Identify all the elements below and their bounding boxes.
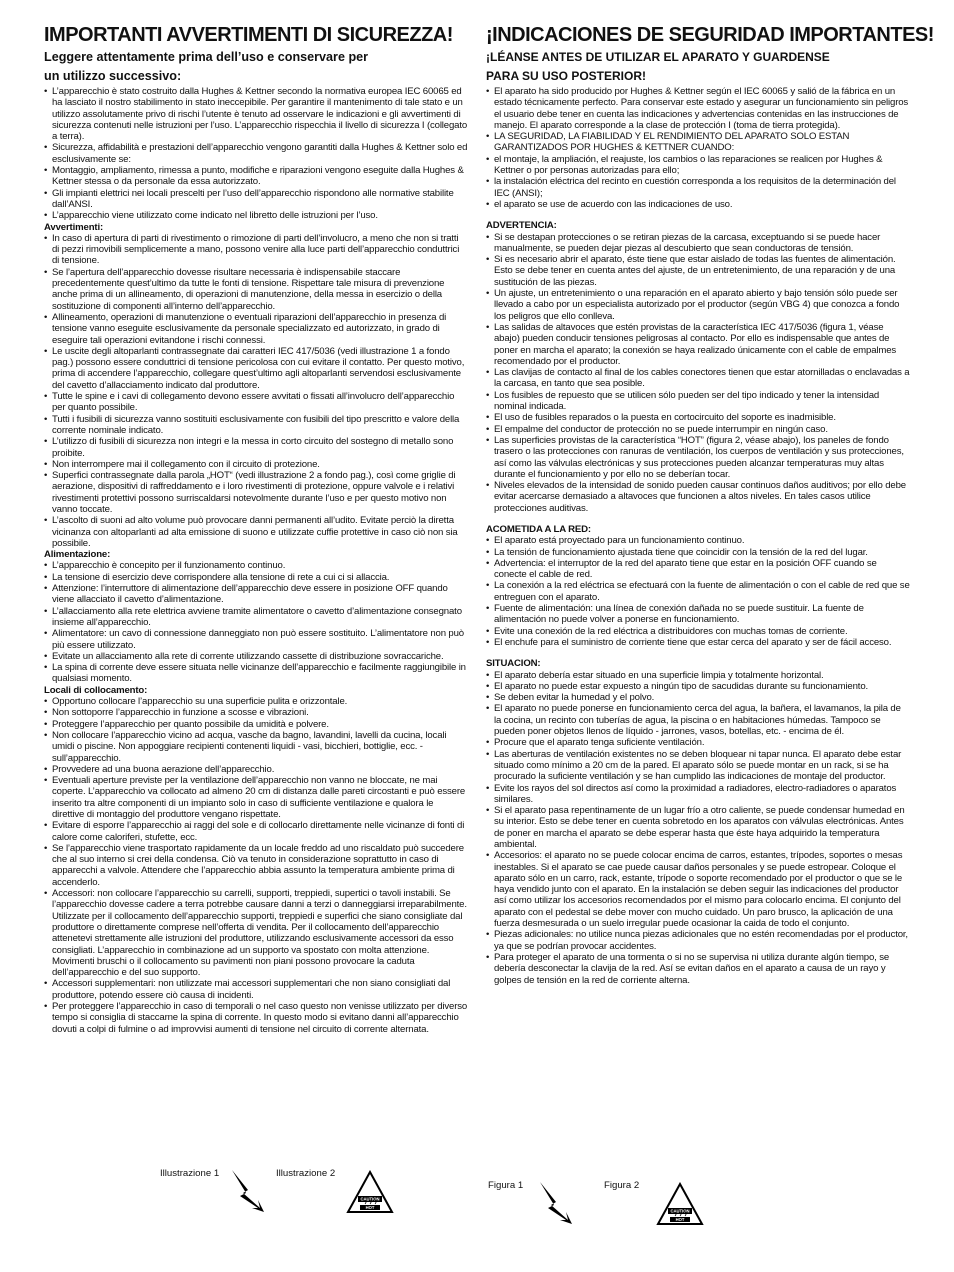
spanish-location-list bbox=[486, 670, 910, 986]
italian-power-list bbox=[44, 560, 468, 684]
list-item: • Sicurezza, affidabilità e prestazioni dell’apparecchio vengono garantiti dalla Hughes & Kettner solo ed esclusivamente se: bbox=[44, 142, 468, 165]
italian-intro-list bbox=[44, 86, 468, 222]
italian-column bbox=[44, 24, 468, 1035]
spanish-location-heading: SITUACION: bbox=[486, 658, 541, 670]
list-item: • el aparato se use de acuerdo con las indicaciones de uso. bbox=[486, 199, 910, 210]
list-item: • Si el aparato pasa repentinamente de un lugar frío a otro caliente, se puede condensar humedad en su interior. Esto se debe tener en cuenta sobretodo en los aparatos con válvulas electrónicas. Antes de poner en marcha el aparato se debe esperar hasta que éste haya adquirido la temperatura ambiental. bbox=[486, 805, 910, 850]
list-item: • Las salidas de altavoces que estén provistas de la característica IEC 417/5036 (figura 1, véase abajo) pueden conducir tensiones peligrosas al contacto. Por ello es indispensable que antes de poner en marcha el aparato; la conexión se haya realizado únicamente con el cable de empalmes recomendado por el productor. bbox=[486, 322, 910, 367]
list-item: • Accesorios: el aparato no se puede colocar encima de carros, estantes, trípodes, soportes o mesas inestables. Si el aparato se cae puede causar daños personales y se puede estropear. Coloque el aparato sólo en un carro, rack, estante, trípode o soporte recomendado por el productor o que se le haya vendido junto con el aparato. En la instalación se deben seguir las indicaciones del productor así como utilizar los accesorios recomendados por el mismo para colocarlo encima. El conjunto del aparato con el pedestal se debe mover con mucho cuidado. Un paro brusco, la aplicación de una fuerza desmesurada o un suelo irregular puede ocasionar la caida de todo el conjunto. bbox=[486, 850, 910, 929]
list-item: • L’apparecchio è concepito per il funzionamento continuo. bbox=[44, 560, 468, 571]
hot-symbol-hot-text: HOT bbox=[365, 1205, 375, 1210]
italian-subtitle-line-2: un utilizzo successivo: bbox=[44, 68, 182, 83]
list-item: • Piezas adicionales: no utilice nunca piezas adicionales que no estén recomendadas por el productor, ya que se podrían provocar accidentes. bbox=[486, 929, 910, 952]
spanish-figure-1-label: Figura 1 bbox=[488, 1180, 524, 1191]
list-item: • el montaje, la ampliación, el reajuste, los cambios o las reparaciones se realicen por Hughes & Kettner o por personas autorizadas para ello; bbox=[486, 154, 910, 177]
list-item: • Superfici contrassegnate dalla parola „HOT“ (vedi illustrazione 2 a fondo pag.), così come griglie di aerazione, dispositivi di raffreddamento e i loro rivestimenti di protezione, oppure valvole e i relativi rivestimenti protettivi possono surriscaldarsi notevolmente durante l’uso e per questo motivo non vanno toccate. bbox=[44, 470, 468, 515]
spanish-figure-2-label: Figura 2 bbox=[604, 1180, 640, 1191]
italian-location-list bbox=[44, 696, 468, 1035]
list-item: • El aparato ha sido producido por Hughes & Kettner según el IEC 60065 y salió de la fábrica en un estado técnicamente perfecto. Para conservar este estado y asegurar un funcionamiento sin peligros el usuario debe tener en cuenta las indicaciones y advertencias contenidas en las instrucciones de manejo. El aparato corresponde a la clase de protección I (toma de tierra protegida). bbox=[486, 86, 910, 131]
spanish-intro-list bbox=[486, 86, 910, 210]
list-item: • L’apparecchio viene utilizzato come indicato nel libretto delle istruzioni per l’uso. bbox=[44, 210, 468, 221]
list-item: • Le uscite degli altoparlanti contrassegnate dai caratteri IEC 417/5036 (vedi illustrazione 1 a fondo pag.) possono essere conduttrici di tensione pericolosa con cui evitare il contatto. Per questo motivo, prima di accendere l’apparecchio, collegare quest’ultimo agli altoparlanti servendosi esclusivamente del cavetto d’allacciamento indicato dal produttore. bbox=[44, 346, 468, 391]
list-item: • Se l’apparecchio viene trasportato rapidamente da un locale freddo ad uno riscaldato può succedere che al suo interno si crei della condensa. Ciò va tenuto in considerazione soprattutto in caso di apparecchi a valvole. Attendere che l’apparecchio abbia assunto la temperatura ambiente prima di accenderlo. bbox=[44, 843, 468, 888]
list-item: • Evite una conexión de la red eléctrica a distribuidores con muchas tomas de corriente. bbox=[486, 626, 910, 637]
list-item: • Non collocare l’apparecchio vicino ad acqua, vasche da bagno, lavandini, lavelli da cucina, locali umidi o piscine. Non appoggiare recipienti contenenti liquidi - vasi, bicchieri, bottiglie, ecc. - sull’apparecchio. bbox=[44, 730, 468, 764]
list-item: • Accessori: non collocare l’apparecchio su carrelli, supporti, treppiedi, supertici o tavoli instabili. Se l’apparecchio dovesse cadere a terra potrebbe causare danni a terzi o danneggiarsi irreparabilmente. Utilizzate per il collocamento dell’apparecchio supporti, treppiedi e superfici che siano consigliate dal produttore o direttamente comprese nell’offerta di vendita. Per il collocamento dell’apparecchio attenetevi strettamente alle istruzioni del produttore, utilizzando esclusivamente accessori da esso consigliati. L’apparecchio in combinazione ad un supporto va spostato con molta attenzione. Movimenti bruschi o il collocamento su pavimenti non piani possono provocare la caduta dell’apparecchio e del suo supporto. bbox=[44, 888, 468, 978]
list-item: • Los fusibles de repuesto que se utilicen sólo pueden ser del tipo indicado y tener la intensidad nominal indicada. bbox=[486, 390, 910, 413]
list-item: • Evitate un allacciamento alla rete di corrente utilizzando cassette di distribuzione sovraccariche. bbox=[44, 651, 468, 662]
list-item: • LA SEGURIDAD, LA FIABILIDAD Y EL RENDIMIENTO DEL APARATO SOLO ESTAN GARANTIZADOS POR HUGHES & KETTNER CUANDO: bbox=[486, 131, 910, 154]
list-item: • Gli impianti elettrici nei locali prescelti per l’uso dell’apparecchio rispondono alle normative stabilite dall’ANSI. bbox=[44, 188, 468, 211]
list-item: • Fuente de alimentación: una línea de conexión dañada no se puede sustituir. La fuente de alimentación no puede volver a ponerse en funcionamiento. bbox=[486, 603, 910, 626]
list-item: • El empalme del conductor de protección no se puede interrumpir en ningún caso. bbox=[486, 424, 910, 435]
italian-figure-2-label: Illustrazione 2 bbox=[276, 1168, 336, 1179]
list-item: • El aparato no puede ponerse en funcionamiento cerca del agua, la bañera, el lavamanos, la pila de la cocina, un recinto con tuberías de agua, la piscina o en habitaciones húmedas. Tampoco se pueden poner objetos llenos de líquido - jarrones, vasos, botellas, etc. - encima de él. bbox=[486, 703, 910, 737]
spanish-power-list bbox=[486, 535, 910, 648]
spanish-warnings-list bbox=[486, 232, 910, 514]
spanish-subtitle-line-1: ¡LÉANSE ANTES DE UTILIZAR EL APARATO Y GUARDENSE bbox=[486, 50, 830, 64]
spanish-title: ¡INDICACIONES DE SEGURIDAD IMPORTANTES! bbox=[486, 24, 934, 46]
list-item: • El aparato debería estar situado en una superficie limpia y totalmente horizontal. bbox=[486, 670, 910, 681]
hot-symbol-hot-text: HOT bbox=[675, 1217, 685, 1222]
list-item: • El aparato está proyectado para un funcionamiento continuo. bbox=[486, 535, 910, 546]
list-item: • La tensión de funcionamiento ajustada tiene que coincidir con la tensión de la red del lugar. bbox=[486, 547, 910, 558]
spanish-subtitle-line-2: PARA SU USO POSTERIOR! bbox=[486, 68, 647, 83]
list-item: • Si se destapan protecciones o se retiran piezas de la carcasa, exceptuando si se puede hacer manualmente, se pueden dejar piezas al descubierto que sean conductoras de tensión. bbox=[486, 232, 910, 255]
list-item: • El uso de fusibles reparados o la puesta en cortocircuito del soporte es inadmisible. bbox=[486, 412, 910, 423]
list-item: • La tensione di esercizio deve corrispondere alla tensione di rete a cui ci si allaccia. bbox=[44, 572, 468, 583]
italian-location-heading: Locali di collocamento: bbox=[44, 684, 148, 696]
list-item: • L’allacciamento alla rete elettrica avviene tramite alimentatore o cavetto d’alimentazione consegnato insieme all’apparecchio. bbox=[44, 606, 468, 629]
list-item: • Tutte le spine e i cavi di collegamento devono essere avvitati o fissati all’involucro dell’apparecchio per quanto possibile. bbox=[44, 391, 468, 414]
list-item: • Non sottoporre l’apparecchio in funzione a scosse e vibrazioni. bbox=[44, 707, 468, 718]
list-item: • Advertencia: el interruptor de la red del aparato tiene que estar en la posición OFF cuando se conecte el cable de red. bbox=[486, 558, 910, 581]
italian-power-heading: Alimentazione: bbox=[44, 549, 111, 561]
lightning-bolt-icon bbox=[228, 1168, 270, 1216]
list-item: • Allineamento, operazioni di manutenzione o eventuali riparazioni dell’apparecchio in presenza di tensione vanno eseguite esclusivamente da personale specializzato ed autorizzato, in grado di eseguire tali operazioni evitandone i rischi connessi. bbox=[44, 312, 468, 346]
list-item: • la instalación eléctrica del recinto en cuestión corresponda a los requisitos de la determinación del IEC (ANSI); bbox=[486, 176, 910, 199]
list-item: • La conexión a la red eléctrica se efectuará con la fuente de alimentación o con el cable de red que se entreguen con el aparato. bbox=[486, 580, 910, 603]
list-item: • Un ajuste, un entretenimiento o una reparación en el aparato abierto y bajo tensión sólo puede ser llevado a cabo por un especialista autorizado por el productor (según VBG 4) que conozca a fondo los peligros que ello conlleva. bbox=[486, 288, 910, 322]
italian-subtitle-line-1: Leggere attentamente prima dell’uso e conservare per bbox=[44, 50, 369, 64]
list-item: • Evitare di esporre l’apparecchio ai raggi del sole e di collocarlo direttamente nelle vicinanze di fonti di calore come caloriferi, stufette, ecc. bbox=[44, 820, 468, 843]
list-item: • L’ascolto di suoni ad alto volume può provocare danni permanenti all’udito. Evitate perciò la diretta vicinanza con altoparlanti ad alta emissione di suono e utilizzate cuffie protettive in caso ciò non sia possibile. bbox=[44, 515, 468, 549]
list-item: • In caso di apertura di parti di rivestimento o rimozione di parti dell’involucro, a meno che non si tratti di pezzi rimovibili semplicemente a mano, possono venire alla luce parti dell’apparecchio conduttrici di tensione. bbox=[44, 233, 468, 267]
list-item: • Per proteggere l’apparecchio in caso di temporali o nel caso questo non venisse utilizzato per diverso tempo si consiglia di staccarne la spina di corrente. In questo modo si evitano danni all’apparecchio dovuti a colpi di fulmine o ad improvvisi aumenti di tensione nel circuito di corrente alternata. bbox=[44, 1001, 468, 1035]
spanish-column bbox=[486, 24, 934, 986]
italian-figure-1-label: Illustrazione 1 bbox=[160, 1168, 220, 1179]
list-item: • Attenzione: l’interruttore di alimentazione dell’apparecchio deve essere in posizione OFF quando viene allacciato il cavetto d’alimentazione. bbox=[44, 583, 468, 606]
spanish-warnings-heading: ADVERTENCIA: bbox=[486, 220, 557, 232]
list-item: • El enchufe para el suministro de corriente tiene que estar cerca del aparato y ser de fácil acceso. bbox=[486, 637, 910, 648]
list-item: • Tutti i fusibili di sicurezza vanno sostituiti esclusivamente con fusibili del tipo prescritto e valore della corrente nominale indicato. bbox=[44, 414, 468, 437]
hot-surface-warning-icon bbox=[656, 1182, 704, 1226]
list-item: • Se l’apertura dell’apparecchio dovesse risultare necessaria è indispensabile staccare precedentemente quest’ultimo da tutte le fonti di tensione. Rispettare tale misura di prevenzione anche prima di un allineamento, di operazioni di manutenzione, della messa in esercizio o della sostituzione di componenti all’interno dell’apparecchio. bbox=[44, 267, 468, 312]
italian-title: IMPORTANTI AVVERTIMENTI DI SICUREZZA! bbox=[44, 24, 453, 46]
list-item: • Opportuno collocare l’apparecchio su una superficie pulita e orizzontale. bbox=[44, 696, 468, 707]
hot-surface-warning-icon bbox=[346, 1170, 394, 1214]
italian-warnings-heading: Avvertimenti: bbox=[44, 221, 104, 233]
list-item: • Procure que el aparato tenga suficiente ventilación. bbox=[486, 737, 910, 748]
hot-symbol-caution-text: CAUTION bbox=[360, 1196, 380, 1202]
italian-body bbox=[44, 86, 468, 1035]
list-item: • Non interrompere mai il collegamento con il circuito di protezione. bbox=[44, 459, 468, 470]
list-item: • Se deben evitar la humedad y el polvo. bbox=[486, 692, 910, 703]
list-item: • Las aberturas de ventilación existentes no se deben bloquear ni tapar nunca. El aparato debe estar situado como mínimo a 20 cm de la pared. El aparato sólo se puede montar en un rack, si se ha procurado la suficiente ventilación y se han cumplido las indicaciones de montaje del productor. bbox=[486, 749, 910, 783]
italian-warnings-list bbox=[44, 233, 468, 549]
list-item: • Niveles elevados de la intensidad de sonido pueden causar continuos daños auditivos; por ello debe evitar acercarse demasiado a altavoces que funcionen a altos niveles. En tales casos utilice protecciones auditivas. bbox=[486, 480, 910, 514]
list-item: • Alimentatore: un cavo di connessione danneggiato non può essere sostituito. L’alimentatore non può più essere utilizzato. bbox=[44, 628, 468, 651]
list-item: • L’apparecchio è stato costruito dalla Hughes & Kettner secondo la normativa europea IEC 60065 ed ha lasciato il nostro stabilimento in stato ineccepibile. Per garantire il mantenimento di tale stato e un utilizzo assolutamente privo di rischi l’utente è tenuto ad osservare le indicazioni e gli avvertimenti di sicurezza contenuti nelle istruzioni per l’uso. L’apparecchio rispecchia il livello di sicurezza I (collegato a terra). bbox=[44, 86, 468, 142]
list-item: • El aparato no puede estar expuesto a ningún tipo de sacudidas durante su funcionamiento. bbox=[486, 681, 910, 692]
list-item: • Para proteger el aparato de una tormenta o si no se supervisa ni utiliza durante algún tiempo, se debería desconectar la clavija de la red. Así se evitan daños en el aparato a causa de un rayo y golpes de tensión en la red de corriente alterna. bbox=[486, 952, 910, 986]
list-item: • Accessori supplementari: non utilizzate mai accessori supplementari che non siano consigliati dal produttore, potendo essere ciò causa di incidenti. bbox=[44, 978, 468, 1001]
spanish-power-heading: ACOMETIDA A LA RED: bbox=[486, 523, 591, 535]
list-item: • Las clavijas de contacto al final de los cables conectores tienen que estar atornilladas o enclavadas a la carcasa, en tanto que sea posible. bbox=[486, 367, 910, 390]
list-item: • Montaggio, ampliamento, rimessa a punto, modifiche e riparazioni vengono eseguite dalla Hughes & Kettner stessa o da personale da essa autorizzato. bbox=[44, 165, 468, 188]
lightning-bolt-icon bbox=[536, 1180, 578, 1228]
list-item: • La spina di corrente deve essere situata nelle vicinanze dell’apparecchio e facilmente raggiungibile in qualsiasi momento. bbox=[44, 662, 468, 685]
list-item: • Provvedere ad una buona aerazione dell’apparecchio. bbox=[44, 764, 468, 775]
list-item: • Eventuali aperture previste per la ventilazione dell’apparecchio non vanno ne bloccate, ne mai coperte. L’apparecchio va collocato ad almeno 20 cm di distanza dalle pareti circostanti e può essere inserito tra altre componenti di un impianto solo in caso di sufficiente ventilazione e qualora le direttive di montaggio del produttore vengano rispettate. bbox=[44, 775, 468, 820]
hot-symbol-caution-text: CAUTION bbox=[670, 1208, 690, 1214]
list-item: • Proteggere l’apparecchio per quanto possibile da umidità e polvere. bbox=[44, 719, 468, 730]
list-item: • Evite los rayos del sol directos así como la proximidad a radiadores, electro-radiadores o aparatos similares. bbox=[486, 783, 910, 806]
list-item: • L’utilizzo di fusibili di sicurezza non integri e la messa in corto circuito del sostegno di metallo sono proibite. bbox=[44, 436, 468, 459]
list-item: • Si es necesario abrir el aparato, éste tiene que estar aislado de todas las fuentes de alimentación. Esto se debe tener en cuenta antes del ajuste, de un entretenimiento, de una reparación y de una sustitución de las piezas. bbox=[486, 254, 910, 288]
list-item: • Las superficies provistas de la característica “HOT” (figura 2, véase abajo), los paneles de fondo trasero o las protecciones con ranuras de ventilación, los cuerpos de ventilación y sus protecciones, así como las válvulas electrónicas y sus protecciones pueden alcanzar temperaturas muy altas durante el funcionamiento y por ello no se deberían tocar. bbox=[486, 435, 910, 480]
spanish-body bbox=[486, 86, 910, 986]
